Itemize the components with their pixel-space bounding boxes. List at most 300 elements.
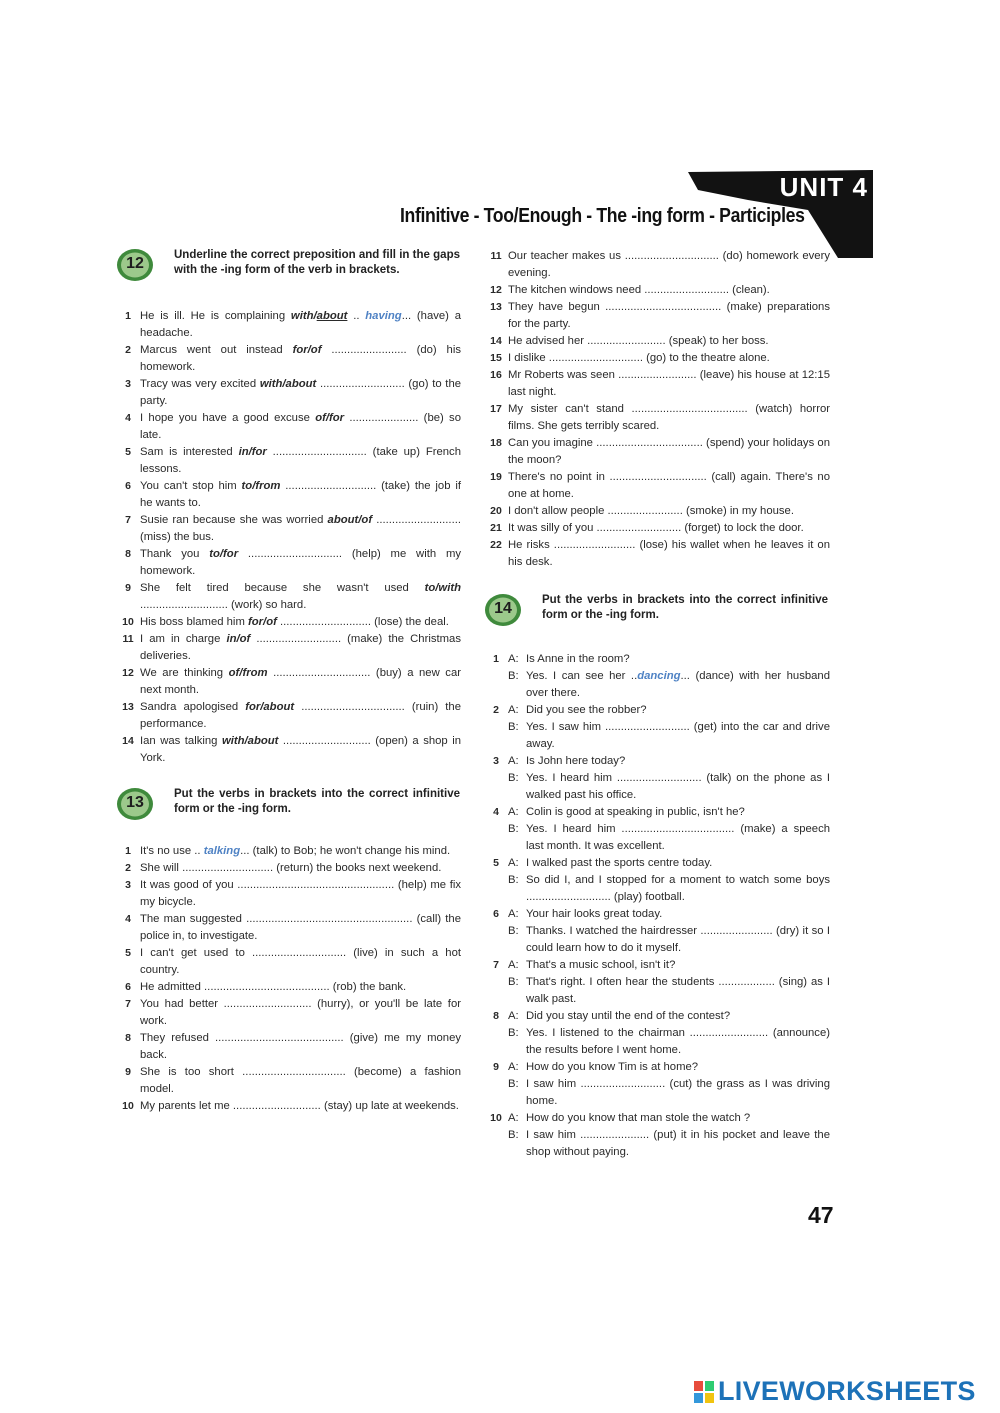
dialogue-item: [484, 906, 830, 957]
item-number: 1: [493, 653, 499, 665]
item-number: 15: [490, 352, 502, 364]
list-item: [116, 979, 461, 996]
item-text-start: She felt tired because she wasn't used: [140, 582, 425, 594]
item-number: 14: [122, 735, 134, 747]
item-text: [140, 342, 461, 376]
preposition-choice[interactable]: with/about: [290, 310, 348, 322]
list-item: [116, 911, 461, 945]
item-text-start: There's no point in ............................... (call) again. There's no one at home.: [508, 471, 830, 500]
list-item: [116, 342, 461, 376]
speaker-a-line: [508, 855, 830, 872]
item-text: [508, 248, 830, 282]
item-number: 1: [125, 310, 131, 322]
exercise-14-items: [484, 651, 830, 1161]
speaker-b-text: [526, 821, 830, 855]
dialogue-item: [484, 1008, 830, 1059]
speaker-a-label: A:: [508, 806, 519, 818]
item-text-start: Sam is interested: [140, 446, 239, 458]
speaker-a-label: A:: [508, 1112, 519, 1124]
item-number: 2: [125, 344, 131, 356]
item-number: 3: [125, 378, 131, 390]
item-text-gap: ........................... (go) to the party.: [140, 378, 462, 407]
item-number: 5: [125, 446, 131, 458]
list-item: [116, 1064, 461, 1098]
list-item: [116, 410, 461, 444]
dialogue-item: [484, 804, 830, 855]
item-number: 10: [490, 1112, 502, 1124]
item-text-start: Thank you: [140, 548, 210, 560]
speaker-a-label: A:: [508, 653, 519, 665]
list-item: [116, 843, 461, 860]
item-number: 19: [490, 471, 502, 483]
item-text: [140, 546, 461, 580]
item-text-start: He admitted ........................................ (rob) the bank.: [140, 981, 407, 993]
item-text-start: Can you imagine .................................. (spend) your holidays on the moon?: [508, 437, 830, 466]
item-text: [508, 350, 830, 367]
speaker-a-text: Your hair looks great today.: [526, 908, 663, 920]
item-text-gap: ................................. (ruin) the performance.: [140, 701, 461, 730]
list-item: [484, 520, 830, 537]
item-number: 10: [122, 1100, 134, 1112]
list-item: [484, 299, 830, 333]
item-number: 6: [493, 908, 499, 920]
item-number: 22: [490, 539, 502, 551]
speaker-b-line: [508, 923, 830, 957]
item-text-start: You had better ............................ (hurry), or you'll be late for work.: [140, 998, 461, 1027]
item-text-start: They refused ......................................... (give) me my money back.: [140, 1032, 461, 1061]
item-number: 6: [125, 981, 131, 993]
item-text-start: The man suggested ..................................................... (call) the police in, to investigate.: [140, 913, 461, 942]
speaker-a-line: [508, 1059, 830, 1076]
speaker-b-line: [508, 770, 830, 804]
list-item: [484, 469, 830, 503]
speaker-a-line: [508, 957, 830, 974]
item-number: 13: [122, 701, 134, 713]
preposition-choice[interactable]: for/about: [245, 701, 295, 713]
item-text-start: My parents let me ............................ (stay) up late at weekends.: [140, 1100, 459, 1112]
speaker-b-label: B:: [508, 772, 519, 784]
item-text-start: He advised her ......................... (speak) to her boss.: [508, 335, 769, 347]
dialogue-item: [484, 855, 830, 906]
speaker-a-text: I walked past the sports centre today.: [526, 857, 713, 869]
item-text: [140, 911, 461, 945]
speaker-b-text-start: Yes. I heard him ........................... (talk) on the phone as I walked past his office.: [526, 772, 830, 801]
speaker-b-line: [508, 1127, 830, 1161]
item-text-gap: ............................. (lose) the deal.: [276, 616, 449, 628]
list-item: [484, 401, 830, 435]
item-number: 12: [122, 667, 134, 679]
preposition-choice[interactable]: about/of: [327, 514, 373, 526]
item-text: [140, 843, 461, 860]
speaker-b-text-start: I saw him ........................... (cut) the grass as I was driving home.: [526, 1078, 830, 1107]
item-number: 7: [125, 514, 131, 526]
list-item: [116, 478, 461, 512]
item-text-gap: ............................ (work) so hard.: [140, 599, 307, 611]
item-text: [508, 401, 830, 435]
speaker-a-label: A:: [508, 755, 519, 767]
item-text-gap: ........................... (miss) the bus.: [140, 514, 461, 543]
dialogue-item: [484, 957, 830, 1008]
speaker-b-text-start: Yes. I saw him ........................... (get) into the car and drive away.: [526, 721, 830, 750]
speaker-b-text: [526, 668, 830, 702]
dialogue-lines: [508, 804, 830, 855]
item-text-start: The kitchen windows need ........................... (clean).: [508, 284, 770, 296]
speaker-a-line: [508, 753, 830, 770]
exercise-number: 14: [494, 600, 512, 617]
item-number: 11: [490, 250, 502, 262]
item-number: 18: [490, 437, 502, 449]
dialogue-lines: [508, 957, 830, 1008]
list-item: [116, 614, 461, 631]
item-number: 16: [490, 369, 502, 381]
item-number: 9: [493, 1061, 499, 1073]
item-text-start: It's no use ..: [140, 845, 204, 857]
item-number: 12: [490, 284, 502, 296]
item-text: [508, 367, 830, 401]
list-item: [116, 860, 461, 877]
item-text: [140, 308, 461, 342]
item-number: 11: [122, 633, 134, 645]
preposition-choice[interactable]: to/from: [241, 480, 281, 492]
item-number: 5: [125, 947, 131, 959]
exercise-12-items: [116, 308, 461, 767]
item-text: [140, 631, 461, 665]
speaker-b-line: [508, 872, 830, 906]
list-item: [484, 537, 830, 571]
speaker-a-label: A:: [508, 1010, 519, 1022]
item-number: 13: [490, 301, 502, 313]
item-text: [140, 945, 461, 979]
item-text: [140, 410, 461, 444]
item-text: [140, 665, 461, 699]
dialogue-item: [484, 702, 830, 753]
speaker-a-line: [508, 651, 830, 668]
item-text: [140, 444, 461, 478]
item-text: [140, 877, 461, 911]
speaker-b-line: [508, 821, 830, 855]
list-item: [116, 308, 461, 342]
list-item: [484, 435, 830, 469]
list-item: [116, 512, 461, 546]
speaker-b-text-start: So did I, and I stopped for a moment to watch some boys ........................... (play) football.: [526, 874, 830, 903]
list-item: [484, 282, 830, 299]
dialogue-lines: [508, 651, 830, 702]
dialogue-item: [484, 753, 830, 804]
dialogue-item: [484, 1059, 830, 1110]
speaker-a-label: A:: [508, 704, 519, 716]
item-number: 14: [490, 335, 502, 347]
speaker-b-label: B:: [508, 1078, 519, 1090]
dialogue-lines: [508, 1059, 830, 1110]
item-number: 21: [490, 522, 502, 534]
list-item: [116, 665, 461, 699]
item-text-start: Sandra apologised: [140, 701, 246, 713]
dialogue-lines: [508, 855, 830, 906]
preposition-choice[interactable]: for/of: [248, 616, 277, 628]
dialogue-lines: [508, 906, 830, 957]
item-number: 8: [493, 1010, 499, 1022]
item-text: [508, 503, 830, 520]
speaker-a-text: How do you know Tim is at home?: [526, 1061, 699, 1073]
item-text-gap: ............................. (take) the job if he wants to.: [140, 480, 461, 509]
dialogue-lines: [508, 702, 830, 753]
item-text-start: He is ill. He is complaining: [140, 310, 291, 322]
preposition-choice[interactable]: for/of: [292, 344, 322, 356]
item-text-start: She is too short ................................. (become) a fashion model.: [140, 1066, 461, 1095]
item-number: 7: [493, 959, 499, 971]
item-number: 9: [125, 1066, 131, 1078]
speaker-b-text-start: Yes. I heard him .................................... (make) a speech last month. It was excellent.: [526, 823, 830, 852]
speaker-a-label: A:: [508, 959, 519, 971]
item-number: 8: [125, 548, 131, 560]
list-item: [116, 444, 461, 478]
dialogue-lines: [508, 753, 830, 804]
item-text: [508, 333, 830, 350]
liveworksheets-text: LIVEWORKSHEETS: [718, 1376, 976, 1406]
speaker-b-text-start: Thanks. I watched the hairdresser ....................... (dry) it so I could learn how to do it myself.: [526, 925, 830, 954]
item-text: [140, 1030, 461, 1064]
item-text-gap: .............................. (take up) French lessons.: [140, 446, 461, 475]
item-number: 4: [125, 913, 131, 925]
page-number: 47: [808, 1202, 834, 1228]
item-number: 3: [493, 755, 499, 767]
speaker-b-label: B:: [508, 874, 519, 886]
preposition-choice[interactable]: to/with: [424, 582, 461, 594]
item-text: [140, 699, 461, 733]
item-text-start: I hope you have a good excuse: [140, 412, 316, 424]
speaker-b-line: [508, 1025, 830, 1059]
exercise-number: 12: [126, 255, 144, 272]
item-text-start: I am in charge: [140, 633, 227, 645]
right-column: [484, 248, 830, 1161]
item-text-start: Marcus went out instead: [140, 344, 293, 356]
item-text-start: You can't stop him: [140, 480, 242, 492]
preposition-choice[interactable]: of/from: [228, 667, 268, 679]
speaker-b-text: [526, 1076, 830, 1110]
page-title: Infinitive - Too/Enough - The -ing form - Participles: [400, 204, 805, 227]
speaker-a-line: [508, 1008, 830, 1025]
liveworksheets-watermark: [694, 1376, 976, 1407]
item-text: [140, 996, 461, 1030]
list-item: [116, 1030, 461, 1064]
exercise-13-header: [116, 787, 461, 843]
item-number: 4: [125, 412, 131, 424]
item-text-end: ... (have) a headache.: [140, 310, 461, 339]
item-text-start: We are thinking: [140, 667, 229, 679]
speaker-b-text: [526, 1025, 830, 1059]
dialogue-item: [484, 651, 830, 702]
item-number: 2: [493, 704, 499, 716]
speaker-b-text-end: ... (dance) with her husband over there.: [526, 670, 830, 699]
item-text-start: It was silly of you ........................... (forget) to lock the door.: [508, 522, 804, 534]
exercise-12-header: [116, 248, 461, 304]
item-number: 10: [122, 616, 134, 628]
preposition-choice[interactable]: with/about: [221, 735, 279, 747]
speaker-b-line: [508, 974, 830, 1008]
item-text-gap: ........................... (make) the Christmas deliveries.: [140, 633, 461, 662]
item-text-gap: ...................... (be) so late.: [140, 412, 461, 441]
item-number: 20: [490, 505, 502, 517]
speaker-a-line: [508, 702, 830, 719]
item-text: [140, 478, 461, 512]
preposition-choice[interactable]: to/for: [209, 548, 239, 560]
speaker-a-text: How do you know that man stole the watch ?: [526, 1112, 751, 1124]
speaker-b-label: B:: [508, 1027, 519, 1039]
item-number: 3: [125, 879, 131, 891]
exercise-number-badge: [484, 593, 522, 627]
item-number: 2: [125, 862, 131, 874]
exercise-instruction: Put the verbs in brackets into the correct infinitive form or the -ing form.: [174, 788, 460, 815]
speaker-b-text-start: That's right. I often hear the students .................. (sing) as I walk past.: [526, 976, 830, 1005]
speaker-a-line: [508, 1110, 830, 1127]
speaker-b-line: [508, 719, 830, 753]
item-text: [508, 469, 830, 503]
speaker-b-text-start: I saw him ...................... (put) it in his pocket and leave the shop without paying.: [526, 1129, 830, 1158]
item-text-end: ... (talk) to Bob; he won't change his mind.: [240, 845, 451, 857]
item-text: [140, 1098, 461, 1115]
exercise-14-header: [484, 593, 830, 649]
list-item: [116, 699, 461, 733]
speaker-a-label: A:: [508, 908, 519, 920]
item-text: [140, 733, 461, 767]
exercise-number-badge: [116, 248, 154, 282]
speaker-b-label: B:: [508, 670, 519, 682]
item-text-start: Mr Roberts was seen ......................... (leave) his house at 12:15 last night.: [508, 369, 830, 398]
list-item: [484, 367, 830, 401]
item-text-start: My sister can't stand ..................................... (watch) horror films. She gets terribly scared.: [508, 403, 830, 432]
speaker-a-line: [508, 906, 830, 923]
item-text-start: Susie ran because she was worried: [140, 514, 328, 526]
item-text-start: Ian was talking: [140, 735, 222, 747]
exercise-number: 13: [126, 794, 144, 811]
item-text-start: It was good of you .................................................. (help) me fix my bicycle.: [140, 879, 461, 908]
speaker-a-text: That's a music school, isn't it?: [526, 959, 676, 971]
preposition-choice[interactable]: in/of: [226, 633, 251, 645]
exercise-instruction: Put the verbs in brackets into the correct infinitive form or the -ing form.: [542, 594, 828, 621]
dialogue-lines: [508, 1008, 830, 1059]
speaker-a-text: Is John here today?: [526, 755, 626, 767]
exercise-number-badge: [116, 787, 154, 821]
item-text: [140, 1064, 461, 1098]
speaker-b-text: [526, 770, 830, 804]
exercise-instruction: Underline the correct preposition and fill in the gaps with the -ing form of the verb in brackets.: [174, 249, 460, 276]
item-text-gap: ............................... (buy) a new car next month.: [140, 667, 461, 696]
answer-example: having: [365, 310, 402, 322]
list-item: [116, 945, 461, 979]
speaker-b-text: [526, 1127, 830, 1161]
item-number: 4: [493, 806, 499, 818]
speaker-a-label: A:: [508, 857, 519, 869]
item-text-start: She will ............................. (return) the books next weekend.: [140, 862, 442, 874]
item-text-start: I dislike .............................. (go) to the theatre alone.: [508, 352, 770, 364]
item-text: [508, 520, 830, 537]
speaker-b-line: [508, 1076, 830, 1110]
item-text-start: Tracy was very excited: [140, 378, 260, 390]
speaker-b-text: [526, 923, 830, 957]
list-item: [116, 580, 461, 614]
item-number: 9: [125, 582, 131, 594]
item-text-start: He risks .......................... (lose) his wallet when he leaves it on his desk.: [508, 539, 830, 568]
item-number: 8: [125, 1032, 131, 1044]
speaker-b-text: [526, 719, 830, 753]
speaker-b-label: B:: [508, 925, 519, 937]
speaker-a-line: [508, 804, 830, 821]
item-text-start: They have begun ..................................... (make) preparations for the party.: [508, 301, 830, 330]
item-text: [508, 282, 830, 299]
dialogue-item: [484, 1110, 830, 1161]
item-text-start: I can't get used to .............................. (live) in such a hot country.: [140, 947, 461, 976]
item-number: 6: [125, 480, 131, 492]
item-text: [140, 512, 461, 546]
item-text-start: Our teacher makes us .............................. (do) homework every evening.: [508, 250, 830, 279]
left-column: [116, 248, 461, 1115]
speaker-b-label: B:: [508, 1129, 519, 1141]
item-text: [140, 580, 461, 614]
item-text: [140, 979, 461, 996]
item-text: [508, 537, 830, 571]
item-number: 17: [490, 403, 502, 415]
item-text: [140, 614, 461, 631]
item-number: 1: [125, 845, 131, 857]
speaker-a-text: Is Anne in the room?: [526, 653, 630, 665]
list-item: [484, 503, 830, 520]
speaker-b-text-start: Yes. I listened to the chairman ......................... (announce) the results before I went home.: [526, 1027, 830, 1056]
list-item: [116, 733, 461, 767]
answer-example: dancing: [637, 670, 681, 682]
item-text: [140, 376, 461, 410]
speaker-b-label: B:: [508, 976, 519, 988]
list-item: [116, 546, 461, 580]
speaker-a-text: Did you stay until the end of the contest?: [526, 1010, 731, 1022]
list-item: [484, 350, 830, 367]
exercise-13-items-part1: [116, 843, 461, 1115]
item-text: [508, 435, 830, 469]
preposition-choice[interactable]: of/for: [315, 412, 345, 424]
speaker-b-label: B:: [508, 721, 519, 733]
list-item: [116, 996, 461, 1030]
speaker-b-line: [508, 668, 830, 702]
item-text-gap: .............................. (help) me with my homework.: [140, 548, 462, 577]
exercise-13-items-part2: [484, 248, 830, 571]
unit-label: UNIT 4: [779, 172, 868, 202]
speaker-b-label: B:: [508, 823, 519, 835]
speaker-a-label: A:: [508, 1061, 519, 1073]
speaker-b-text-start: Yes. I can see her ..: [526, 670, 638, 682]
item-number: 7: [125, 998, 131, 1010]
list-item: [116, 631, 461, 665]
list-item: [116, 877, 461, 911]
item-text-start: I don't allow people ........................ (smoke) in my house.: [508, 505, 794, 517]
list-item: [484, 248, 830, 282]
speaker-b-text: [526, 872, 830, 906]
preposition-choice[interactable]: in/for: [238, 446, 267, 458]
item-number: 5: [493, 857, 499, 869]
item-text-start: His boss blamed him: [140, 616, 248, 628]
answer-example: talking: [203, 845, 241, 857]
item-text-gap: ........................ (do) his homework.: [140, 344, 461, 373]
preposition-choice[interactable]: with/about: [259, 378, 317, 390]
list-item: [116, 376, 461, 410]
item-text: [140, 860, 461, 877]
item-text: [508, 299, 830, 333]
speaker-b-text: [526, 974, 830, 1008]
list-item: [116, 1098, 461, 1115]
item-text-gap: ............................ (open) a shop in York.: [140, 735, 461, 764]
liveworksheets-logo-icon: [694, 1381, 714, 1403]
item-text-gap: ..: [347, 310, 366, 322]
speaker-a-text: Colin is good at speaking in public, isn't he?: [526, 806, 745, 818]
list-item: [484, 333, 830, 350]
